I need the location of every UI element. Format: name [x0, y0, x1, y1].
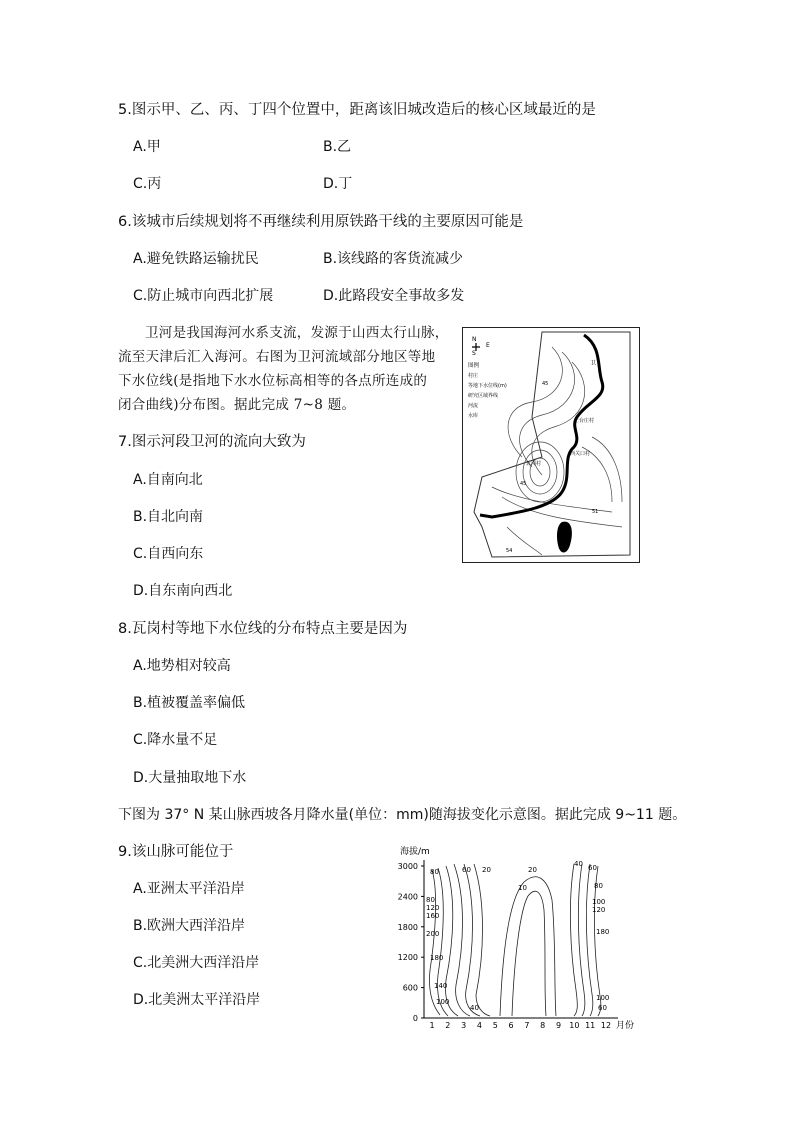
contour-label-13: 100 — [436, 998, 450, 1006]
contour-label-2: 60 — [462, 866, 471, 874]
label-wagang: 瓦岗村 — [526, 461, 542, 467]
x-tick-label: 7 — [524, 1021, 530, 1030]
q9-option-a: A.亚洲太平洋沿岸 — [133, 881, 245, 897]
y-tick-label: 1800 — [397, 922, 418, 932]
label-wangfu: 王台庄村 — [574, 418, 595, 424]
y-tick-label: 2400 — [397, 892, 418, 902]
x-tick-label: 4 — [476, 1021, 483, 1030]
label-wei: 卫 — [590, 360, 597, 367]
q9-option-d: D.北美洲太平洋沿岸 — [133, 992, 261, 1008]
legend-reservoir: 水库 — [468, 413, 479, 419]
q7-stem: 7.图示河段卫河的流向大致为 — [118, 434, 306, 450]
q7-option-b: B.自北向南 — [133, 509, 204, 525]
x-tick-label: 12 — [600, 1021, 612, 1030]
legend-contour: 等地下水位线(m) — [468, 383, 507, 389]
contour-label-3: 51 — [592, 509, 599, 515]
contour-label-3: 20 — [482, 866, 491, 874]
x-tick-label: 8 — [540, 1021, 546, 1030]
x-tick-label: 11 — [585, 1021, 596, 1030]
contour-label-8: 120 — [426, 904, 440, 912]
q5-option-c: C.丙 — [133, 176, 162, 192]
compass-e: E — [486, 342, 490, 349]
legend-river: 河流 — [468, 403, 479, 409]
contour-label-21: 60 — [598, 1004, 607, 1012]
contour-label-14: 40 — [574, 860, 583, 868]
intro-9-11: 下图为 37° N 某山脉西坡各月降水量(单位：mm)随海拔变化示意图。据此完成 9~11 题。 — [118, 807, 687, 823]
x-tick-label: 2 — [445, 1021, 451, 1030]
x-tick-label: 6 — [508, 1021, 514, 1030]
contour-label-18: 120 — [592, 906, 606, 914]
q7-option-c: C.自西向东 — [133, 546, 204, 562]
left-contour-group — [429, 864, 490, 1016]
contour-label-17: 100 — [592, 898, 606, 906]
y-tick-label: 0 — [412, 1014, 418, 1023]
q9-stem: 9.该山脉可能位于 — [118, 844, 234, 860]
x-tick-label: 10 — [569, 1021, 580, 1030]
q5-option-a: A.甲 — [133, 139, 161, 155]
contour-label-10: 200 — [426, 930, 440, 938]
q8-option-d: D.大量抽取地下水 — [133, 770, 247, 786]
passage-line-4: 闭合曲线)分布图。据此完成 7~8 题。 — [118, 397, 356, 413]
contour-label-20: 100 — [596, 994, 610, 1002]
y-tick-label: 600 — [402, 983, 418, 993]
q8-option-c: C.降水量不足 — [133, 732, 218, 748]
q7-option-a: A.自南向北 — [133, 472, 203, 488]
contour-label-4: 20 — [528, 866, 537, 874]
x-tick-label: 5 — [492, 1021, 498, 1030]
x-tick-label: 3 — [461, 1021, 467, 1030]
contour-label-4: 54 — [506, 548, 513, 554]
legend-title: 图例 — [468, 363, 480, 369]
contour-label-9: 160 — [426, 912, 440, 920]
q5-option-b: B.乙 — [323, 139, 352, 155]
groundwater-map — [462, 327, 640, 563]
y-tick-label: 3000 — [397, 862, 418, 871]
compass-s: S — [472, 350, 476, 357]
x-axis-label: 月份 — [616, 1021, 635, 1031]
x-tick-label: 9 — [555, 1021, 562, 1030]
precipitation-contour-chart — [378, 840, 658, 1036]
contour-label-6: 40 — [470, 1004, 479, 1012]
middle-contour-group — [500, 877, 556, 1016]
q8-option-b: B.植被覆盖率偏低 — [133, 695, 246, 711]
contour-label-15: 60 — [588, 864, 597, 872]
y-tick-label: 1200 — [397, 953, 418, 963]
legend-boundary: 研究区域界线 — [468, 393, 499, 399]
passage-line-3: 下水位线(是指地下水水位标高相等的各点所连成的 — [118, 373, 428, 389]
q6-option-a: A.避免铁路运输扰民 — [133, 251, 259, 267]
y-axis-label: 海拔/m — [400, 847, 430, 857]
passage-line-1: 卫河是我国海河水系支流，发源于山西太行山脉， — [145, 325, 449, 341]
q6-stem: 6.该城市后续规划将不再继续利用原铁路干线的主要原因可能是 — [118, 214, 524, 230]
contour-label-19: 180 — [596, 928, 610, 936]
contour-label-11: 180 — [430, 954, 444, 962]
contour-label-16: 80 — [594, 882, 603, 890]
q6-option-b: B.该线路的客货流减少 — [323, 251, 464, 267]
q6-option-c: C.防止城市向西北扩展 — [133, 288, 274, 304]
x-tick-label: 1 — [429, 1021, 435, 1030]
contour-label-1: 45 — [542, 381, 549, 387]
contour-label-1: 80 — [430, 868, 439, 876]
q9-option-c: C.北美洲大西洋沿岸 — [133, 955, 260, 971]
compass-n: N — [472, 336, 477, 343]
contour-label-12: 140 — [434, 982, 448, 990]
label-xiguan: 西关口村 — [570, 451, 591, 457]
q5-stem: 5.图示甲、乙、丙、丁四个位置中，距离该旧城改造后的核心区域最近的是 — [118, 102, 596, 118]
legend-village: 村庄 — [468, 373, 479, 379]
contour-label-2: 45 — [520, 481, 527, 487]
q8-stem: 8.瓦岗村等地下水位线的分布特点主要是因为 — [118, 621, 408, 637]
contour-label-7: 80 — [426, 896, 435, 904]
q7-option-d: D.自东南向西北 — [133, 583, 233, 599]
q5-option-d: D.丁 — [323, 176, 353, 192]
q9-option-b: B.欧洲大西洋沿岸 — [133, 918, 246, 934]
q6-option-d: D.此路段安全事故多发 — [323, 288, 465, 304]
contour-label-5: 10 — [518, 884, 527, 892]
passage-line-2: 流至天津后汇入海河。右图为卫河流域部分地区等地 — [118, 349, 436, 365]
q8-option-a: A.地势相对较高 — [133, 658, 231, 674]
